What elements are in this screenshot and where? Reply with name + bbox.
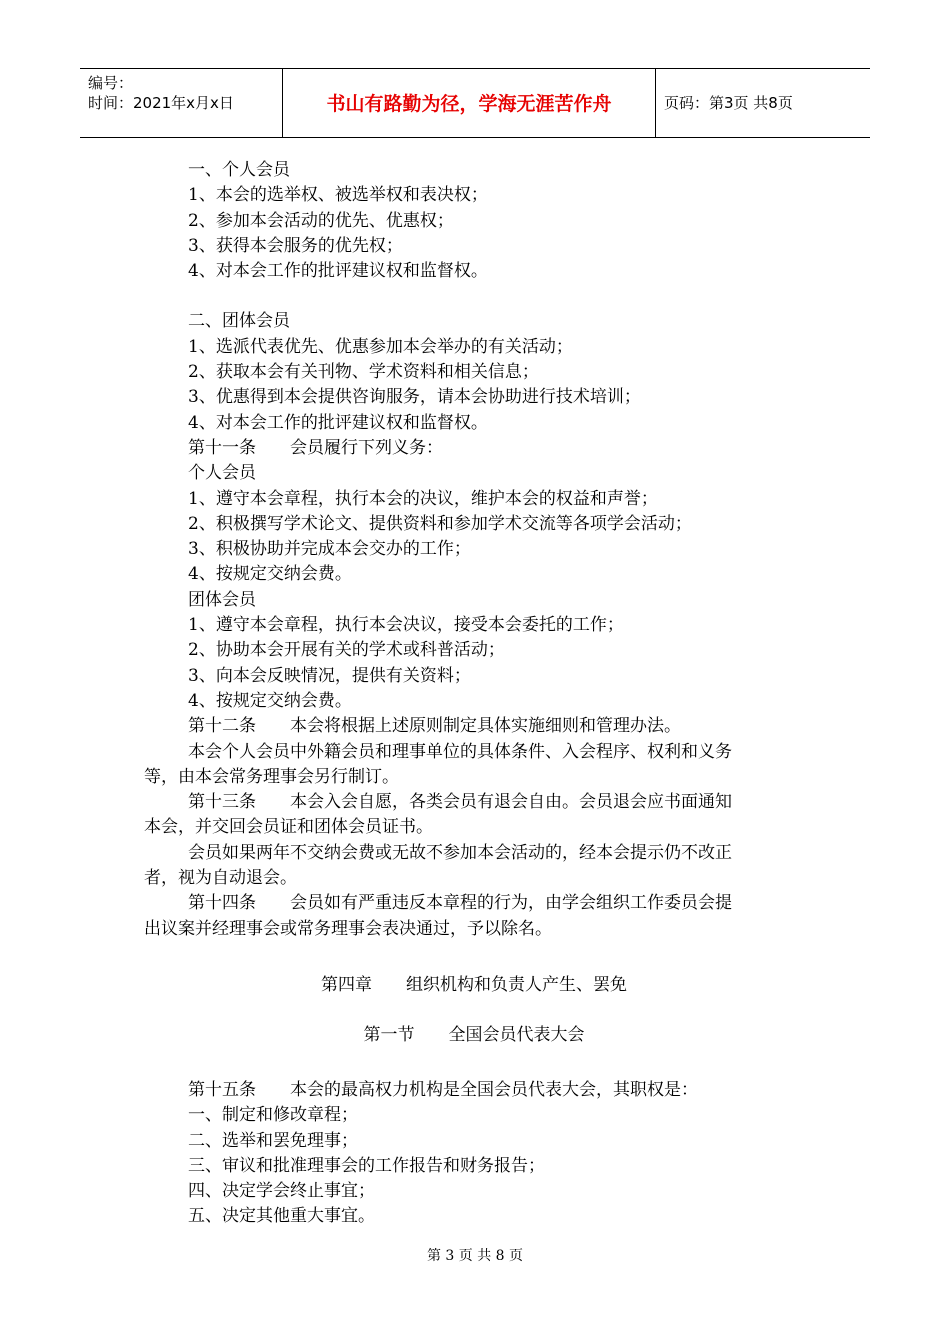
header-page-number: 页码：第3页 共8页 <box>664 94 793 112</box>
list-item: 二、选举和罢免理事； <box>188 1130 358 1151</box>
header-divider <box>655 69 656 137</box>
article-number: 第十三条 <box>188 792 256 813</box>
article-12 <box>144 714 804 739</box>
section-number: 第一节 <box>363 1024 415 1045</box>
article-text: 本会的最高权力机构是全国会员代表大会，其职权是： <box>290 1079 698 1100</box>
list-item: 三、审议和批准理事会的工作报告和财务报告； <box>188 1155 545 1176</box>
list-item: 四、决定学会终止事宜； <box>188 1181 375 1202</box>
section-heading-group-members: 二、团体会员 <box>188 311 290 332</box>
paragraph-line: 等，由本会常务理事会另行制订。 <box>144 766 399 787</box>
article-14 <box>144 891 804 916</box>
document-date-label: 时间：2021年x月x日 <box>88 94 234 112</box>
article-number: 第十四条 <box>188 893 256 914</box>
subheading: 个人会员 <box>188 463 256 484</box>
article-text: 本会入会自愿，各类会员有退会自由。会员退会应书面通知 <box>290 792 732 813</box>
page-header <box>80 68 870 138</box>
section-heading-individual-members: 一、个人会员 <box>188 160 290 180</box>
list-item: 2、协助本会开展有关的学术或科普活动； <box>188 640 505 661</box>
list-item: 3、向本会反映情况，提供有关资料； <box>188 665 471 686</box>
list-item: 3、积极协助并完成本会交办的工作； <box>188 539 471 560</box>
article-number: 第十二条 <box>188 716 256 737</box>
article-11 <box>144 436 804 461</box>
chapter-heading <box>144 960 804 1010</box>
list-item: 1、遵守本会章程，执行本会决议，接受本会委托的工作； <box>188 615 624 636</box>
article-text: 会员履行下列义务： <box>290 437 443 458</box>
list-item: 4、按规定交纳会费。 <box>188 564 352 585</box>
list-item: 4、对本会工作的批评建议权和监督权。 <box>188 261 488 282</box>
subheading: 团体会员 <box>188 589 256 610</box>
section-heading <box>144 1010 804 1060</box>
list-item: 1、选派代表优先、优惠参加本会举办的有关活动； <box>188 336 573 357</box>
article-number: 第十五条 <box>188 1079 256 1100</box>
header-motto: 书山有路勤为径，学海无涯苦作舟 <box>326 93 612 115</box>
document-number-label: 编号： <box>88 74 134 92</box>
list-item: 五、决定其他重大事宜。 <box>188 1206 375 1227</box>
paragraph-line: 本会，并交回会员证和团体会员证书。 <box>144 817 433 838</box>
paragraph-line: 会员如果两年不交纳会费或无故不参加本会活动的，经本会提示仍不改正 <box>188 842 732 863</box>
page-footer: 第 3 页 共 8 页 <box>426 1248 524 1264</box>
document-body <box>144 158 804 1230</box>
list-item: 一、制定和修改章程； <box>188 1105 358 1126</box>
list-item: 4、对本会工作的批评建议权和监督权。 <box>188 412 488 433</box>
paragraph-line: 者，视为自动退会。 <box>144 868 297 889</box>
list-item: 4、按规定交纳会费。 <box>188 690 352 711</box>
list-item: 3、获得本会服务的优先权； <box>188 235 403 256</box>
list-item: 1、本会的选举权、被选举权和表决权； <box>188 185 488 206</box>
article-number: 第十一条 <box>188 437 256 458</box>
list-item: 2、获取本会有关刊物、学术资料和相关信息； <box>188 362 539 383</box>
section-title: 全国会员代表大会 <box>448 1024 585 1045</box>
header-meta <box>88 73 234 113</box>
article-15 <box>144 1078 804 1103</box>
paragraph-line: 出议案并经理事会或常务理事会表决通过，予以除名。 <box>144 918 552 939</box>
paragraph-line: 本会个人会员中外籍会员和理事单位的具体条件、入会程序、权利和义务 <box>188 741 732 762</box>
list-item: 3、优惠得到本会提供咨询服务，请本会协助进行技术培训； <box>188 387 641 408</box>
list-item: 2、积极撰写学术论文、提供资料和参加学术交流等各项学会活动； <box>188 513 692 534</box>
chapter-number: 第四章 <box>321 974 372 995</box>
list-item: 2、参加本会活动的优先、优惠权； <box>188 210 454 231</box>
article-text: 本会将根据上述原则制定具体实施细则和管理办法。 <box>290 716 681 737</box>
list-item: 1、遵守本会章程，执行本会的决议，维护本会的权益和声誉； <box>188 488 658 509</box>
article-text: 会员如有严重违反本章程的行为，由学会组织工作委员会提 <box>290 893 732 914</box>
chapter-title: 组织机构和负责人产生、罢免 <box>406 974 627 995</box>
paragraph-gap <box>144 284 804 309</box>
article-13 <box>144 790 804 815</box>
